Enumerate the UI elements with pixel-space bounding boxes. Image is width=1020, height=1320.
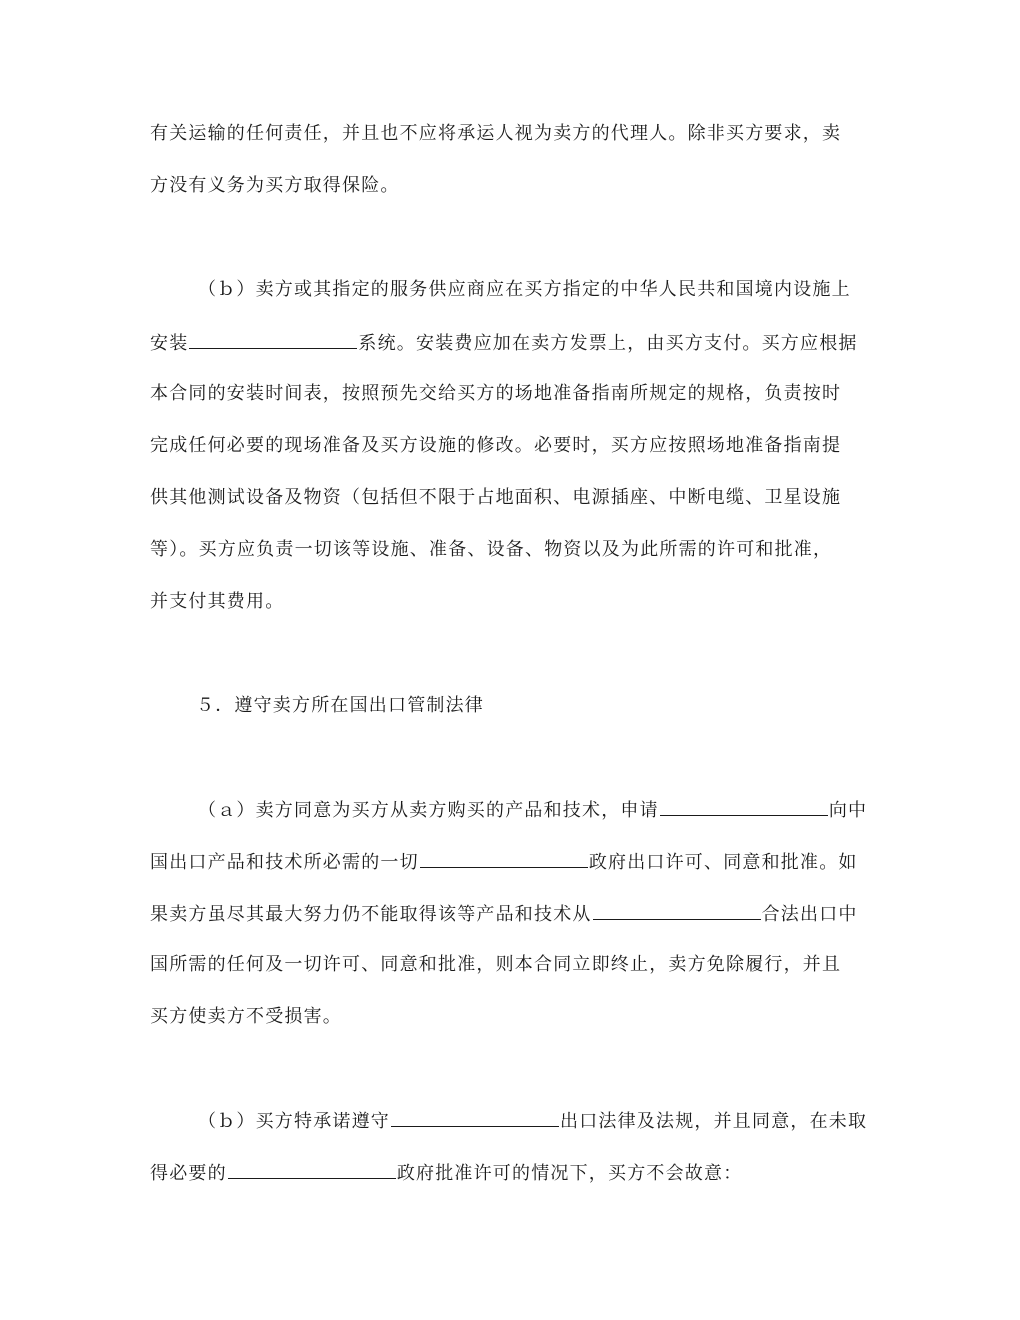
text-segment: 合法出口中 [761,904,858,925]
text-segment: 安装 [150,333,189,354]
paragraph-5a-line-1 [198,797,867,821]
paragraph-4b-line: 本合同的安装时间表，按照预先交给买方的场地准备指南所规定的规格，负责按时 [150,383,842,404]
paragraph-4b-line: 并支付其费用。 [150,591,285,612]
paragraph-line: 有关运输的任何责任，并且也不应将承运人视为卖方的代理人。除非买方要求，卖 [150,123,842,144]
section-heading: ５．遵守卖方所在国出口管制法律 [196,695,484,716]
paragraph-4b-line: 供其他测试设备及物资（包括但不限于占地面积、电源插座、中断电缆、卫星设施 [150,487,842,508]
text-segment: 国出口产品和技术所必需的一切 [150,852,419,873]
text-segment: 得必要的 [150,1163,227,1184]
paragraph-5b-line-2 [150,1160,742,1184]
paragraph-5a-line-5: 买方使卖方不受损害。 [150,1006,342,1027]
text-segment: 向中 [828,800,868,821]
paragraph-4b-line-1: （ｂ）卖方或其指定的服务供应商应在买方指定的中华人民共和国境内设施上 [198,279,851,300]
paragraph-4b-line: 完成任何必要的现场准备及买方设施的修改。必要时，买方应按照场地准备指南提 [150,435,842,456]
paragraph-5a-line-4: 国所需的任何及一切许可、同意和批准，则本合同立即终止，卖方免除履行，并且 [150,954,842,975]
fill-in-blank [660,797,828,816]
paragraph-4b-line-2 [150,330,858,354]
text-segment: 出口法律及法规，并且同意，在未取 [560,1111,868,1132]
fill-in-blank [189,330,357,349]
fill-in-blank [391,1108,559,1127]
text-segment: 果卖方虽尽其最大努力仍不能取得该等产品和技术从 [150,904,592,925]
paragraph-5a-line-3 [150,901,858,925]
paragraph-5b-line-1 [198,1108,867,1132]
text-segment: 政府批准许可的情况下，买方不会故意： [396,1163,743,1184]
text-segment: （ａ）卖方同意为买方从卖方购买的产品和技术，申请 [198,800,659,821]
text-segment: （ｂ）买方特承诺遵守 [198,1111,390,1132]
fill-in-blank [593,901,761,920]
paragraph-line: 方没有义务为买方取得保险。 [150,175,400,196]
text-segment: 政府出口许可、同意和批准。如 [588,852,858,873]
text-segment: 系统。安装费应加在卖方发票上，由买方支付。买方应根据 [358,333,858,354]
fill-in-blank [228,1160,396,1179]
paragraph-5a-line-2 [150,849,858,873]
fill-in-blank [420,849,588,868]
paragraph-4b-line: 等）。买方应负责一切该等设施、准备、设备、物资以及为此所需的许可和批准， [150,539,833,560]
